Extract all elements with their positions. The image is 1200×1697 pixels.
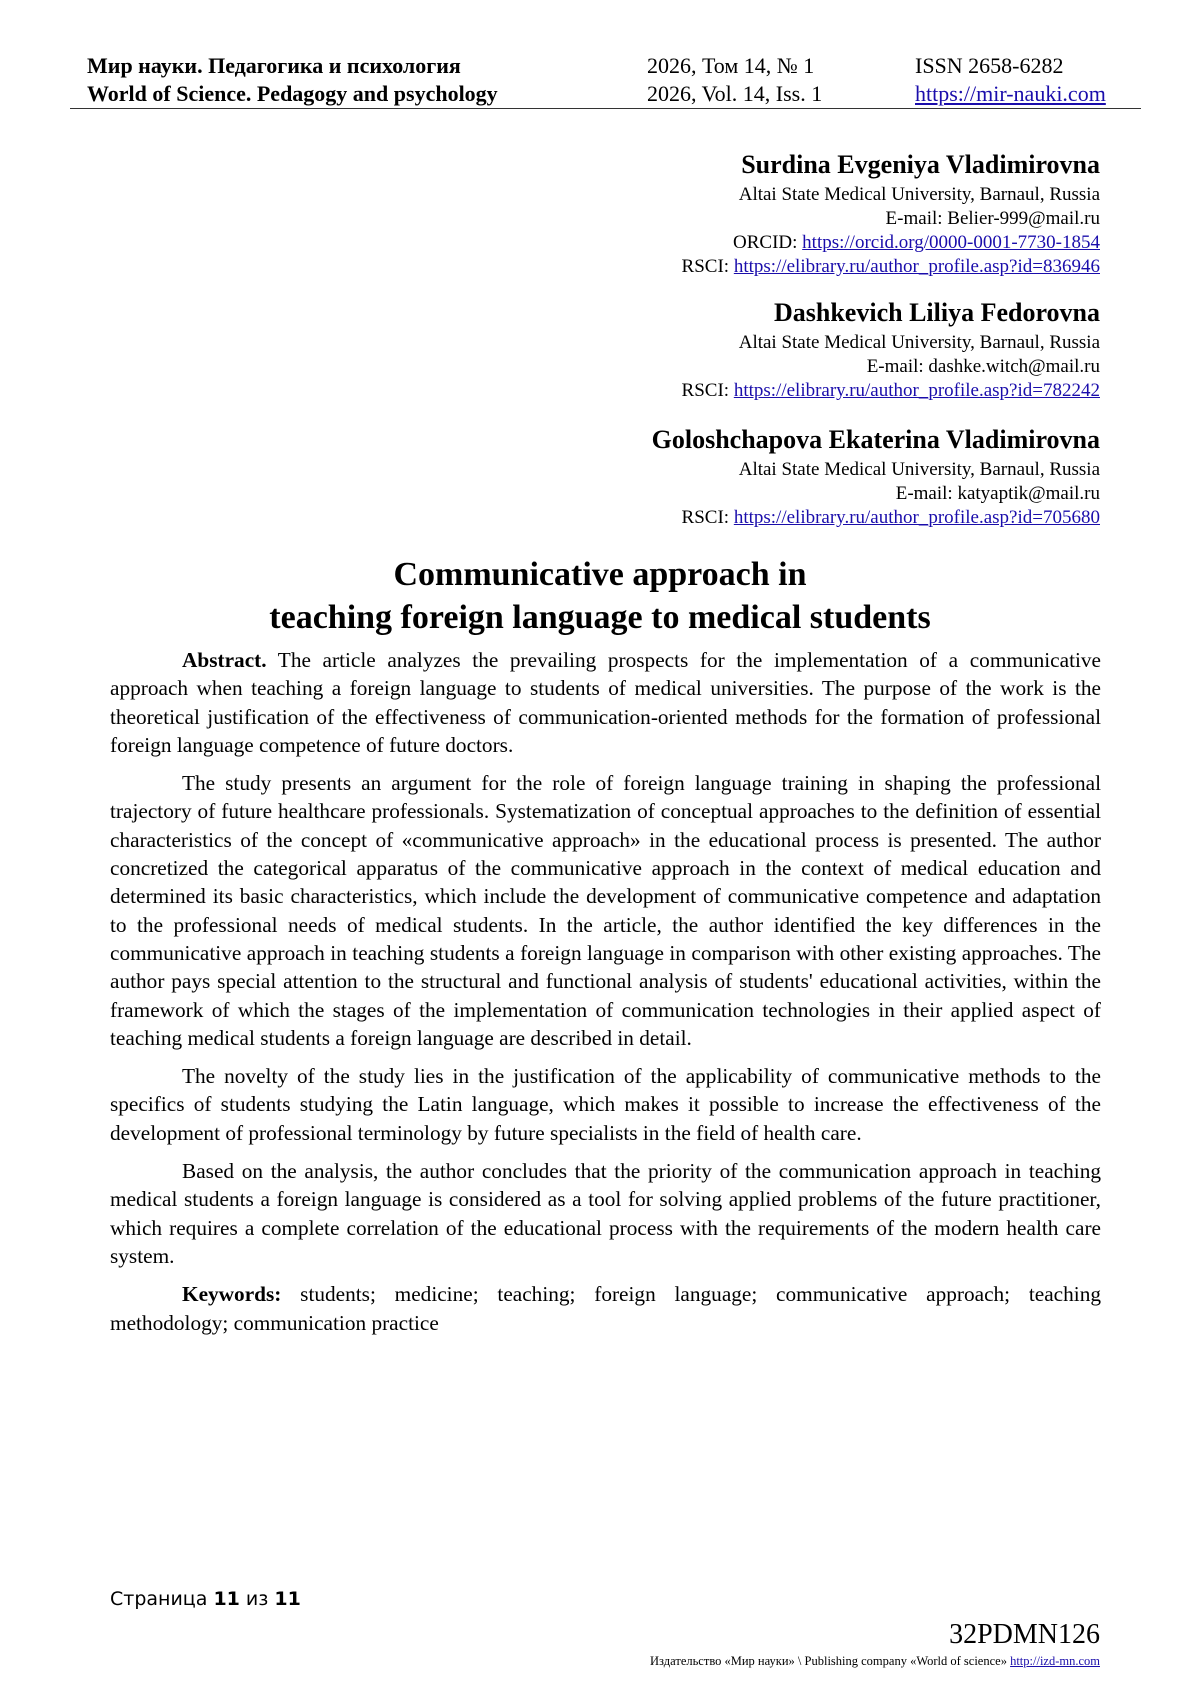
author-orcid (682, 231, 1100, 255)
author-name: Surdina Evgeniya Vladimirovna (741, 150, 1100, 179)
journal-header (70, 52, 1141, 109)
issue-ru: 2026, Том 14, № 1 (647, 53, 815, 78)
keywords-text: students; medicine; teaching; foreign language; communicative approach; teaching methodology; communication practice (110, 1282, 1101, 1335)
author-block (682, 149, 1100, 279)
author-email: E-mail: katyaptik@mail.ru (895, 483, 1100, 504)
page-middle: из (239, 1588, 275, 1610)
orcid-label: ORCID: (733, 232, 803, 253)
abstract-paragraph: The novelty of the study lies in the justification of the applicability of communicative methods to the specifics of students studying the Latin language, which makes it possible to increase the effectiveness of the development of professional terminology by future specialists in the field of health care. (110, 1064, 1101, 1145)
article-code: 32PDMN126 (949, 1619, 1100, 1650)
abstract-label: Abstract. (182, 648, 267, 672)
author-rsci (652, 506, 1100, 530)
journal-site-link[interactable]: https://mir-nauki.com (915, 81, 1106, 106)
rsci-link[interactable]: https://elibrary.ru/author_profile.asp?id=836946 (733, 256, 1100, 277)
abstract-section (110, 646, 1101, 1347)
journal-name-column (87, 52, 498, 108)
author-name: Dashkevich Liliya Fedorovna (773, 298, 1100, 327)
author-email: E-mail: dashke.witch@mail.ru (866, 356, 1100, 377)
rsci-link[interactable]: https://elibrary.ru/author_profile.asp?id=782242 (733, 380, 1100, 401)
page-total: 11 (274, 1588, 301, 1610)
rsci-link[interactable]: https://elibrary.ru/author_profile.asp?id=705680 (733, 507, 1100, 528)
publisher-link[interactable]: http://izd-mn.com (1010, 1654, 1100, 1668)
author-affiliation: Altai State Medical University, Barnaul, Russia (738, 332, 1100, 353)
keywords-paragraph (110, 1280, 1101, 1337)
author-affiliation: Altai State Medical University, Barnaul, Russia (738, 184, 1100, 205)
issn-column (915, 52, 1106, 108)
title-line-1: Communicative approach in (393, 556, 807, 593)
author-block (652, 424, 1100, 530)
issn: ISSN 2658-6282 (915, 53, 1064, 78)
issue-column (647, 52, 822, 108)
author-block (682, 297, 1100, 403)
author-rsci (682, 255, 1100, 279)
rsci-label: RSCI: (681, 507, 734, 528)
issue-en: 2026, Vol. 14, Iss. 1 (647, 81, 823, 106)
publisher-text: Издательство «Мир науки» \ Publishing company «World of science» (650, 1654, 1011, 1668)
title-line-2: teaching foreign language to medical students (269, 599, 931, 636)
page-prefix: Страница (110, 1588, 214, 1610)
journal-name-en: World of Science. Pedagogy and psychology (87, 81, 498, 106)
abstract-paragraph: Based on the analysis, the author concludes that the priority of the communication approach in teaching medical students a foreign language is considered as a tool for solving applied problems of the future practitioner, which requires a complete correlation of the educational process with the requirements of the modern health care system. (110, 1159, 1101, 1268)
page-number (110, 1588, 301, 1610)
rsci-label: RSCI: (681, 256, 734, 277)
author-rsci (682, 379, 1100, 403)
orcid-link[interactable]: https://orcid.org/0000-0001-7730-1854 (802, 232, 1100, 253)
author-email: E-mail: Belier-999@mail.ru (885, 208, 1100, 229)
journal-name-ru: Мир науки. Педагогика и психология (87, 53, 461, 78)
article-title (100, 553, 1100, 639)
keywords-label: Keywords: (182, 1282, 282, 1307)
author-affiliation: Altai State Medical University, Barnaul, Russia (738, 459, 1100, 480)
abstract-paragraph (110, 646, 1101, 759)
rsci-label: RSCI: (681, 380, 734, 401)
abstract-paragraph: The study presents an argument for the role of foreign language training in shaping the professional trajectory of future healthcare professionals. Systematization of conceptual approaches to the definition of essential characteristics of the concept of «communicative approach» in the educational process is presented. The author concretized the categorical apparatus of the communicative approach in the context of medical education and determined its basic characteristics, which include the development of communicative competence and adaptation to the professional needs of medical students. In the article, the author identified the key differences in the communicative approach in teaching students a foreign language in comparison with other existing approaches. The author pays special attention to the structural and functional analysis of students' educational activities, within the framework of which the stages of the implementation of communication technologies in their applied aspect of teaching medical students a foreign language are described in detail. (110, 771, 1101, 1050)
author-name: Goloshchapova Ekaterina Vladimirovna (651, 425, 1100, 454)
publisher-line (650, 1653, 1100, 1669)
abstract-text: The article analyzes the prevailing prospects for the implementation of a communicative approach when teaching a foreign language to students of medical universities. The purpose of the work is the theoretical justification of the effectiveness of communication-oriented methods for the formation of professional foreign language competence of future doctors. (110, 648, 1101, 757)
page-current: 11 (213, 1588, 240, 1610)
